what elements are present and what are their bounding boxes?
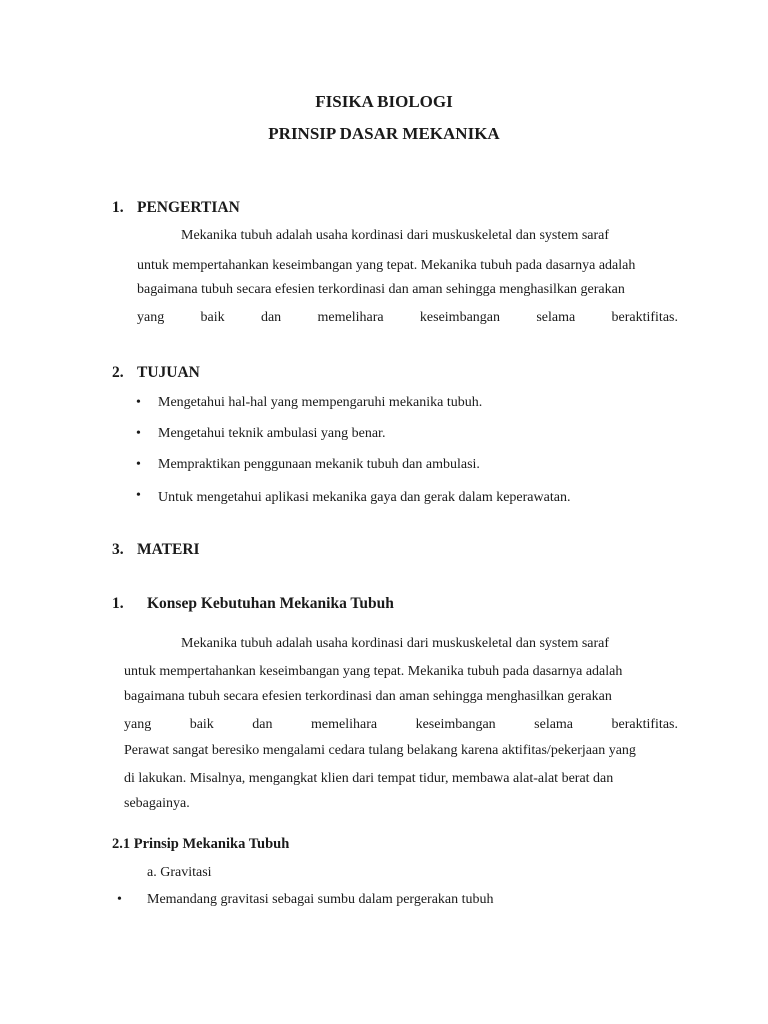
pengertian-line-1: Mekanika tubuh adalah usaha kordinasi dari muskuskeletal dan system saraf <box>181 228 610 243</box>
prinsip-sub-gravitasi: a. Gravitasi <box>147 865 212 880</box>
bullet-icon: • <box>136 457 141 472</box>
konsep-line-6: di lakukan. Misalnya, mengangkat klien dari tempat tidur, membawa alat-alat berat dan <box>124 771 614 786</box>
section-heading-tujuan: TUJUAN <box>137 364 200 381</box>
konsep-line-5: Perawat sangat beresiko mengalami cedara tulang belakang karena aktifitas/pekerjaan yang <box>124 743 636 758</box>
subsection-heading-konsep: Konsep Kebutuhan Mekanika Tubuh <box>147 595 394 612</box>
prinsip-item-1: Memandang gravitasi sebagai sumbu dalam pergerakan tubuh <box>147 892 494 907</box>
bullet-icon: • <box>136 395 141 410</box>
prinsip-heading: 2.1 Prinsip Mekanika Tubuh <box>112 836 290 852</box>
bullet-icon: • <box>136 488 141 503</box>
bullet-icon: • <box>117 892 122 907</box>
section-heading-materi: MATERI <box>137 541 200 558</box>
tujuan-item-2: Mengetahui teknik ambulasi yang benar. <box>158 426 386 441</box>
section-number-materi: 3. <box>112 541 124 558</box>
konsep-line-4: yang baik dan memelihara keseimbangan selama beraktifitas. <box>124 717 678 732</box>
tujuan-item-1: Mengetahui hal-hal yang mempengaruhi mekanika tubuh. <box>158 395 483 410</box>
section-heading-pengertian: PENGERTIAN <box>137 199 240 216</box>
pengertian-line-4: yang baik dan memelihara keseimbangan selama beraktifitas. <box>137 310 678 325</box>
tujuan-item-3: Mempraktikan penggunaan mekanik tubuh dan ambulasi. <box>158 457 480 472</box>
pengertian-line-3: bagaimana tubuh secara efesien terkordinasi dan aman sehingga menghasilkan gerakan <box>137 282 625 297</box>
konsep-line-2: untuk mempertahankan keseimbangan yang tepat. Mekanika tubuh pada dasarnya adalah <box>124 664 623 679</box>
section-number-tujuan: 2. <box>112 364 124 381</box>
document-subtitle: PRINSIP DASAR MEKANIKA <box>268 124 500 143</box>
section-number-pengertian: 1. <box>112 199 124 216</box>
konsep-line-7: sebagainya. <box>124 796 190 811</box>
pengertian-line-2: untuk mempertahankan keseimbangan yang tepat. Mekanika tubuh pada dasarnya adalah <box>137 258 636 273</box>
document-title: FISIKA BIOLOGI <box>315 92 453 111</box>
bullet-icon: • <box>136 426 141 441</box>
konsep-line-1: Mekanika tubuh adalah usaha kordinasi dari muskuskeletal dan system saraf <box>181 636 610 651</box>
konsep-line-3: bagaimana tubuh secara efesien terkordinasi dan aman sehingga menghasilkan gerakan <box>124 689 612 704</box>
tujuan-item-4: Untuk mengetahui aplikasi mekanika gaya dan gerak dalam keperawatan. <box>158 490 571 505</box>
subsection-number-konsep: 1. <box>112 595 124 612</box>
